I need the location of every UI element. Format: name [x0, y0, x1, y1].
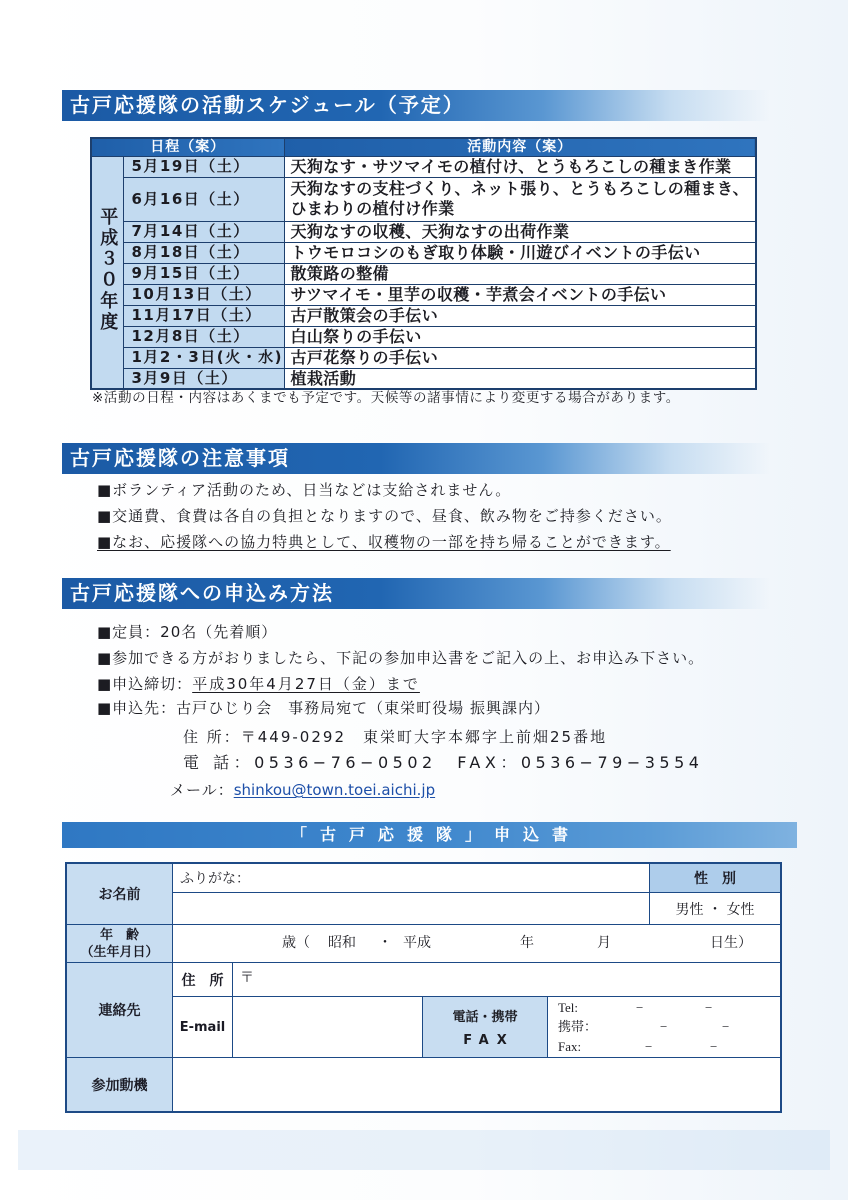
email-link[interactable]: shinkou@town.toei.aichi.jp — [233, 781, 436, 799]
table-row — [91, 221, 756, 242]
age-birthdate-field[interactable] — [173, 925, 780, 963]
schedule-activity — [284, 177, 756, 221]
fax-label: FAX — [463, 1033, 515, 1048]
schedule-note: ※活動の日程・内容はあくまでも予定です。天候等の諸事情により変更する場合があります。 — [92, 390, 680, 406]
schedule-activity: サツマイモ・里芋の収穫・芋煮会イベントの手伝い — [284, 284, 756, 305]
table-row — [91, 242, 756, 263]
furigana-label: ふりがな： — [180, 871, 250, 887]
age-label: 年 齢 — [99, 927, 139, 943]
footer-banner — [18, 1130, 830, 1170]
table-row — [91, 326, 756, 347]
postal-mark: 〒 — [240, 970, 254, 986]
schedule-date: 3月9日（土） — [123, 368, 284, 389]
address-field[interactable] — [233, 963, 780, 997]
email-label-cell: E-mail — [173, 997, 233, 1058]
column-header-date: 日程（案） — [91, 138, 284, 156]
motive-label: 参加動機 — [67, 1058, 173, 1111]
gender-label: 性 別 — [650, 864, 780, 893]
age-label-cell — [67, 925, 173, 963]
era-separator: ・ — [378, 935, 392, 951]
email-line — [170, 778, 435, 802]
phone-fax-label-cell — [423, 997, 548, 1058]
mobile-prefix: 携帯： — [558, 1019, 598, 1034]
schedule-activity: トウモロコシのもぎ取り体験・川遊びイベントの手伝い — [284, 242, 756, 263]
table-row — [91, 347, 756, 368]
schedule-activity: 散策路の整備 — [284, 263, 756, 284]
email-label: メール： — [170, 781, 234, 799]
day-unit: 日生） — [710, 935, 752, 951]
application-heading: 古戸応援隊への申込み方法 — [62, 578, 770, 609]
deadline-value: 平成30年4月27日（金）まで — [192, 675, 420, 693]
schedule-date: 1月2・3日(火・水) — [123, 347, 284, 368]
era-showa[interactable]: 昭和 — [328, 935, 356, 951]
table-row — [91, 368, 756, 389]
phone-label: 電話・携帯 — [452, 1010, 518, 1025]
dash: − — [660, 1019, 668, 1034]
schedule-activity: 白山祭りの手伝い — [284, 326, 756, 347]
address-label: 住 所 — [173, 963, 233, 997]
gender-options[interactable]: 男性 ・ 女性 — [650, 893, 780, 925]
birthdate-label: （生年月日） — [80, 944, 159, 960]
table-row — [91, 156, 756, 177]
year-unit: 年 — [520, 935, 534, 951]
schedule-date: 6月16日（土） — [123, 177, 284, 221]
table-row — [91, 305, 756, 326]
column-header-activity: 活動内容（案） — [284, 138, 756, 156]
schedule-heading: 古戸応援隊の活動スケジュール（予定） — [62, 90, 770, 121]
form-title: 「古戸応援隊」申込書 — [62, 822, 797, 848]
furigana-field[interactable] — [173, 864, 650, 893]
schedule-date: 11月17日（土） — [123, 305, 284, 326]
address-line: 住 所：〒449-0292 東栄町大字本郷字上前畑25番地 — [183, 728, 608, 746]
fax-prefix: Fax: — [558, 1039, 582, 1054]
schedule-date: 8月18日（土） — [123, 242, 284, 263]
name-label: お名前 — [67, 864, 173, 925]
table-row — [91, 284, 756, 305]
notice-item-underlined: ■なお、応援隊への協力特典として、収穫物の一部を持ち帰ることができます。 — [97, 533, 671, 551]
tel-prefix: Tel: — [558, 1000, 579, 1015]
phone-numbers-field[interactable] — [548, 997, 780, 1058]
era-heisei[interactable]: 平成 — [403, 935, 431, 951]
schedule-activity: 天狗なす・サツマイモの植付け、とうもろこしの種まき作業 — [284, 156, 756, 177]
dash: − — [645, 1039, 653, 1054]
schedule-date: 9月15日（土） — [123, 263, 284, 284]
month-unit: 月 — [597, 935, 611, 951]
instruction-line: ■参加できる方がおりましたら、下記の参加申込書をご記入の上、お申込み下さい。 — [97, 649, 705, 667]
schedule-table — [90, 137, 757, 390]
contact-label: 連絡先 — [67, 963, 173, 1058]
deadline-label: ■申込締切： — [97, 675, 193, 693]
table-row — [91, 177, 756, 221]
dash: − — [705, 1000, 713, 1015]
application-form — [65, 862, 782, 1113]
table-row — [91, 263, 756, 284]
motive-field[interactable] — [173, 1058, 780, 1111]
schedule-date: 7月14日（土） — [123, 221, 284, 242]
schedule-activity: 古戸散策会の手伝い — [284, 305, 756, 326]
schedule-activity-line: 天狗なすの支柱づくり、ネット張り、とうもろこしの種まき、 — [290, 179, 750, 198]
dash: − — [722, 1019, 730, 1034]
schedule-date: 10月13日（土） — [123, 284, 284, 305]
notices-heading: 古戸応援隊の注意事項 — [62, 443, 770, 474]
dash: − — [710, 1039, 718, 1054]
schedule-header-row — [91, 138, 756, 156]
capacity-line: ■定員：20名（先着順） — [97, 623, 278, 641]
schedule-date: 5月19日（土） — [123, 156, 284, 177]
email-field[interactable] — [233, 997, 423, 1058]
fiscal-year-label: 平成３０年度 — [97, 207, 119, 334]
name-field[interactable] — [173, 893, 650, 925]
schedule-activity: 古戸花祭りの手伝い — [284, 347, 756, 368]
schedule-activity: 植栽活動 — [284, 368, 756, 389]
notice-item: ■ボランティア活動のため、日当などは支給されません。 — [97, 481, 512, 499]
destination-line: ■申込先：古戸ひじり会 事務局宛て（東栄町役場 振興課内） — [97, 699, 550, 717]
deadline-line — [97, 672, 420, 696]
schedule-activity: 天狗なすの収穫、天狗なすの出荷作業 — [284, 221, 756, 242]
notice-item: ■交通費、食費は各自の負担となりますので、昼食、飲み物をご持参ください。 — [97, 507, 672, 525]
age-suffix: 歳（ — [282, 935, 310, 951]
dash: − — [636, 1000, 644, 1015]
fiscal-year-cell — [91, 156, 123, 389]
schedule-activity-line: ひまわりの植付け作業 — [290, 199, 455, 218]
phone-fax-line: 電 話：0536−76−0502 FAX：0536−79−3554 — [183, 753, 704, 772]
schedule-date: 12月8日（土） — [123, 326, 284, 347]
